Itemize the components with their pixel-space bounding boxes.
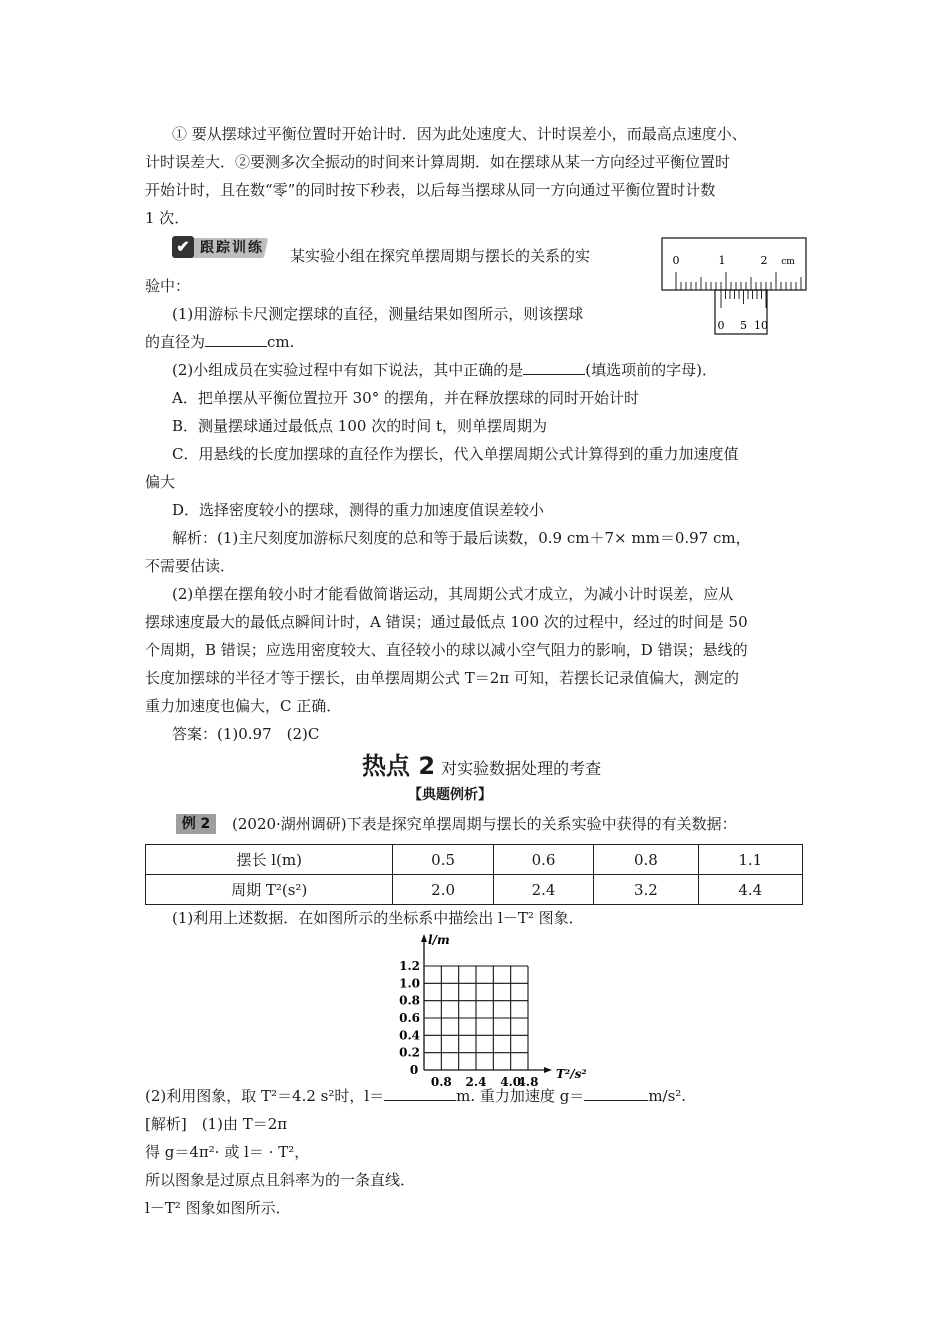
x-axis-arrow-icon (544, 1067, 552, 1073)
vernier-label-0: 0 (717, 319, 725, 332)
option-a: A．把单摆从平衡位置拉开 30° 的摆角，并在释放摆球的同时开始计时 (172, 389, 639, 407)
table-cell: 2.0 (393, 875, 493, 905)
solution-line-4: 摆球速度最大的最低点瞬间计时，A 错误；通过最低点 100 次的过程中，经过的时间是 50 (145, 613, 748, 631)
y-tick-label: 1.2 (399, 959, 420, 973)
intro-line-4: 1 次． (145, 209, 190, 227)
table-row (146, 875, 803, 905)
table-cell: 1.1 (698, 845, 802, 875)
tracking-badge (172, 236, 268, 262)
hotspot-title: 对实验数据处理的考查 (441, 759, 602, 778)
solution-line-7: 重力加速度也偏大，C 正确． (145, 697, 342, 715)
y-axis-arrow-icon (421, 934, 427, 942)
example-question-2-prefix: (2)利用图象，取 T²＝4.2 s²时，l＝ (145, 1087, 385, 1105)
solution-line-6: 长度加摆球的半径才等于摆长，由单摆周期公式 T＝2π 可知，若摆长记录值偏大，测定的 (145, 669, 739, 687)
y-tick-label: 0.2 (399, 1045, 420, 1060)
table-header-period: 周期 T²(s²) (146, 875, 393, 905)
data-table (145, 844, 803, 905)
main-scale-label-0: 0 (672, 254, 680, 267)
answer-blank-choice (523, 360, 585, 375)
option-c-line-2: 偏大 (145, 473, 176, 491)
typical-example-subhead: 【典题例析】 (408, 787, 492, 803)
y-tick-label: 0.6 (399, 1011, 420, 1025)
intro-line-2: 计时误差大．②要测多次全振动的时间来计算周期．如在摆球从某一方向经过平衡位置时 (145, 153, 731, 171)
table-row (146, 845, 803, 875)
y-axis-label: l/m (428, 933, 450, 947)
vernier-scale-ticks (721, 290, 766, 308)
answer-line: 答案：(1)0.97 (2)C (172, 725, 320, 743)
example-question-1: (1)利用上述数据．在如图所示的坐标系中描绘出 l－T² 图象． (172, 909, 584, 927)
option-c-line-1: C．用悬线的长度加摆球的直径作为摆长，代入单摆周期公式计算得到的重力加速度值 (172, 445, 739, 463)
example-question-2-mid: m. 重力加速度 g＝ (456, 1087, 585, 1105)
tracking-badge-label: 跟踪训练 (200, 240, 264, 256)
hotspot-number: 热点 2 (362, 752, 436, 780)
example-text: (2020·湖州调研)下表是探究单摆周期与摆长的关系实验中获得的有关数据： (232, 815, 737, 833)
answer-blank-diameter (205, 332, 267, 347)
table-cell: 0.6 (493, 845, 593, 875)
main-scale-label-1: 1 (718, 254, 726, 267)
question-1b-prefix: 的直径为 (145, 333, 206, 351)
x-tick-label: 4.8 (517, 1075, 539, 1089)
intro-line-1: ① 要从摆球过平衡位置时开始计时．因为此处速度大、计时误差小，而最高点速度小、 (172, 125, 747, 143)
question-1b (145, 332, 294, 352)
question-2-prefix: (2)小组成员在实验过程中有如下说法，其中正确的是 (172, 361, 524, 379)
table-cell: 0.5 (393, 845, 493, 875)
option-b: B．测量摆球通过最低点 100 次的时间 t，则单摆周期为 (172, 417, 547, 435)
solution-line-3: (2)单摆在摆角较小时才能看做简谐运动，其周期公式才成立，为减小计时误差，应从 (172, 585, 734, 603)
hotspot-heading (362, 746, 601, 781)
vernier-label-10: 10 (754, 319, 768, 332)
solution-line-5: 个周期，B 错误；应选用密度较大、直径较小的球以减小空气阻力的影响，D 错误；悬线的 (145, 641, 748, 659)
question-1a: (1)用游标卡尺测定摆球的直径，测量结果如图所示，则该摆球 (172, 305, 584, 323)
main-scale-ticks (676, 272, 801, 290)
x-axis-label: T²/s² (556, 1067, 587, 1081)
solution-line-1: 解析：(1)主尺刻度加游标尺刻度的总和等于最后读数，0.9 cm＋7× mm＝0.97 cm， (172, 529, 751, 547)
x-tick-label: 4.0 (500, 1075, 522, 1089)
analysis-line-4: l－T² 图象如图所示． (145, 1199, 291, 1217)
example-tag: 例 2 (176, 814, 216, 834)
option-d: D．选择密度较小的摆球，测得的重力加速度值误差较小 (172, 501, 545, 519)
y-tick-label: 0.4 (399, 1028, 420, 1043)
check-icon: ✔ (172, 236, 194, 258)
intro-line-3: 开始计时，且在数“零”的同时按下秒表，以后每当摆球从同一方向通过平衡位置时计数 (145, 181, 716, 199)
y-tick-label: 1.0 (399, 976, 420, 991)
question-1b-suffix: cm. (267, 333, 295, 351)
answer-blank-length (384, 1086, 456, 1101)
table-cell: 2.4 (493, 875, 593, 905)
main-scale-unit: cm (781, 257, 795, 267)
question-2 (172, 360, 717, 380)
y-tick-label: 0.8 (399, 993, 420, 1008)
analysis-line-1: [解析] (1)由 T＝2π (145, 1115, 288, 1133)
table-header-length: 摆长 l(m) (146, 845, 393, 875)
table-cell: 0.8 (594, 845, 698, 875)
example-question-2-suffix: m/s². (648, 1087, 687, 1105)
vernier-label-5: 5 (740, 319, 747, 332)
x-tick-label: 0.8 (430, 1075, 452, 1089)
analysis-line-2: 得 g＝4π²· 或 l＝ · T²， (145, 1143, 310, 1161)
solution-line-2: 不需要估读． (145, 557, 236, 575)
main-scale-label-2: 2 (760, 254, 768, 267)
l-t2-chart (360, 928, 600, 1088)
vernier-caliper-figure (660, 236, 810, 336)
chart-grid (424, 966, 528, 1070)
x-tick-label: 2.4 (465, 1075, 487, 1089)
table-cell: 4.4 (698, 875, 802, 905)
tracking-stem-1: 某实验小组在探究单摆周期与摆长的关系的实 (290, 247, 591, 265)
analysis-line-3: 所以图象是过原点且斜率为的一条直线． (145, 1171, 416, 1189)
origin-label: 0 (409, 1063, 419, 1077)
example-question-2 (145, 1086, 686, 1106)
answer-blank-gravity (584, 1086, 648, 1101)
question-2-suffix: (填选项前的字母)． (585, 361, 717, 379)
table-cell: 3.2 (594, 875, 698, 905)
tracking-stem-2: 验中： (145, 277, 191, 295)
